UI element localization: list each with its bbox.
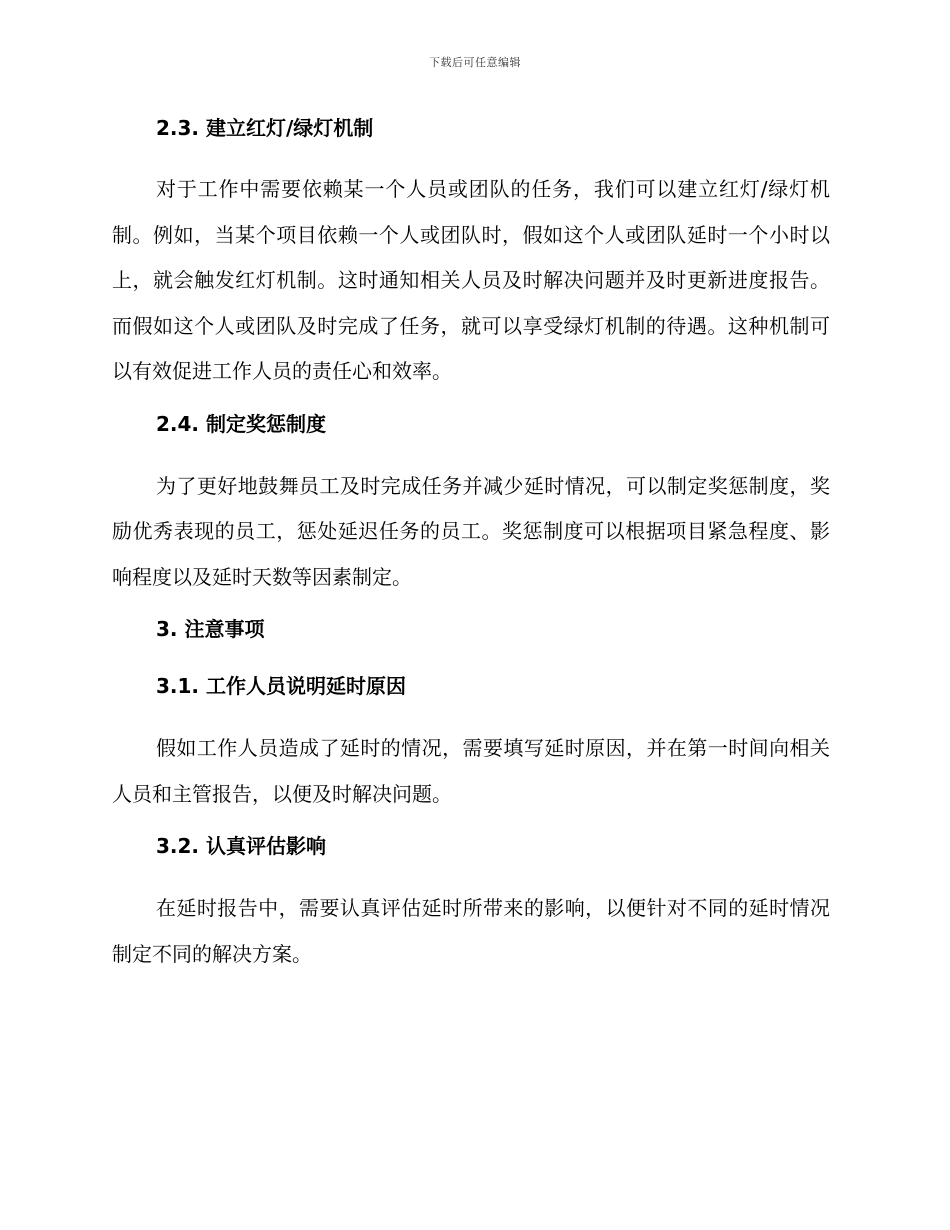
section-paragraph-2-4: 为了更好地鼓舞员工及时完成任务并减少延时情况，可以制定奖惩制度，奖励优秀表现的员工，惩处延迟任务的员工。奖惩制度可以根据项目紧急程度、影响程度以及延时天数等因素制定。 (112, 473, 830, 589)
section-heading-3-2: 3.2. 认真评估影响 (156, 834, 326, 858)
section-heading-2-4: 2.4. 制定奖惩制度 (156, 411, 326, 436)
section-paragraph-3-2: 在延时报告中，需要认真评估延时所带来的影响，以便针对不同的延时情况制定不同的解决方案。 (112, 896, 830, 966)
section-paragraph-3-1: 假如工作人员造成了延时的情况，需要填写延时原因，并在第一时间向相关人员和主管报告，以便及时解决问题。 (112, 736, 830, 806)
section-heading-3: 3. 注意事项 (156, 617, 265, 641)
section-heading-3-1: 3.1. 工作人员说明延时原因 (156, 674, 406, 698)
document-body (112, 112, 830, 977)
section-heading-2-3: 2.3. 建立红灯/绿灯机制 (156, 116, 374, 140)
page-header-note: 下载后可任意编辑 (429, 56, 521, 69)
section-paragraph-2-3: 对于工作中需要依赖某一个人员或团队的任务，我们可以建立红灯/绿灯机制。例如，当某个项目依赖一个人或团队时，假如这个人或团队延时一个小时以上，就会触发红灯机制。这时通知相关人员及时解决问题并及时更新进度报告。而假如这个人或团队及时完成了任务，就可以享受绿灯机制的待遇。这种机制可以有效促进工作人员的责任心和效率。 (112, 177, 830, 383)
